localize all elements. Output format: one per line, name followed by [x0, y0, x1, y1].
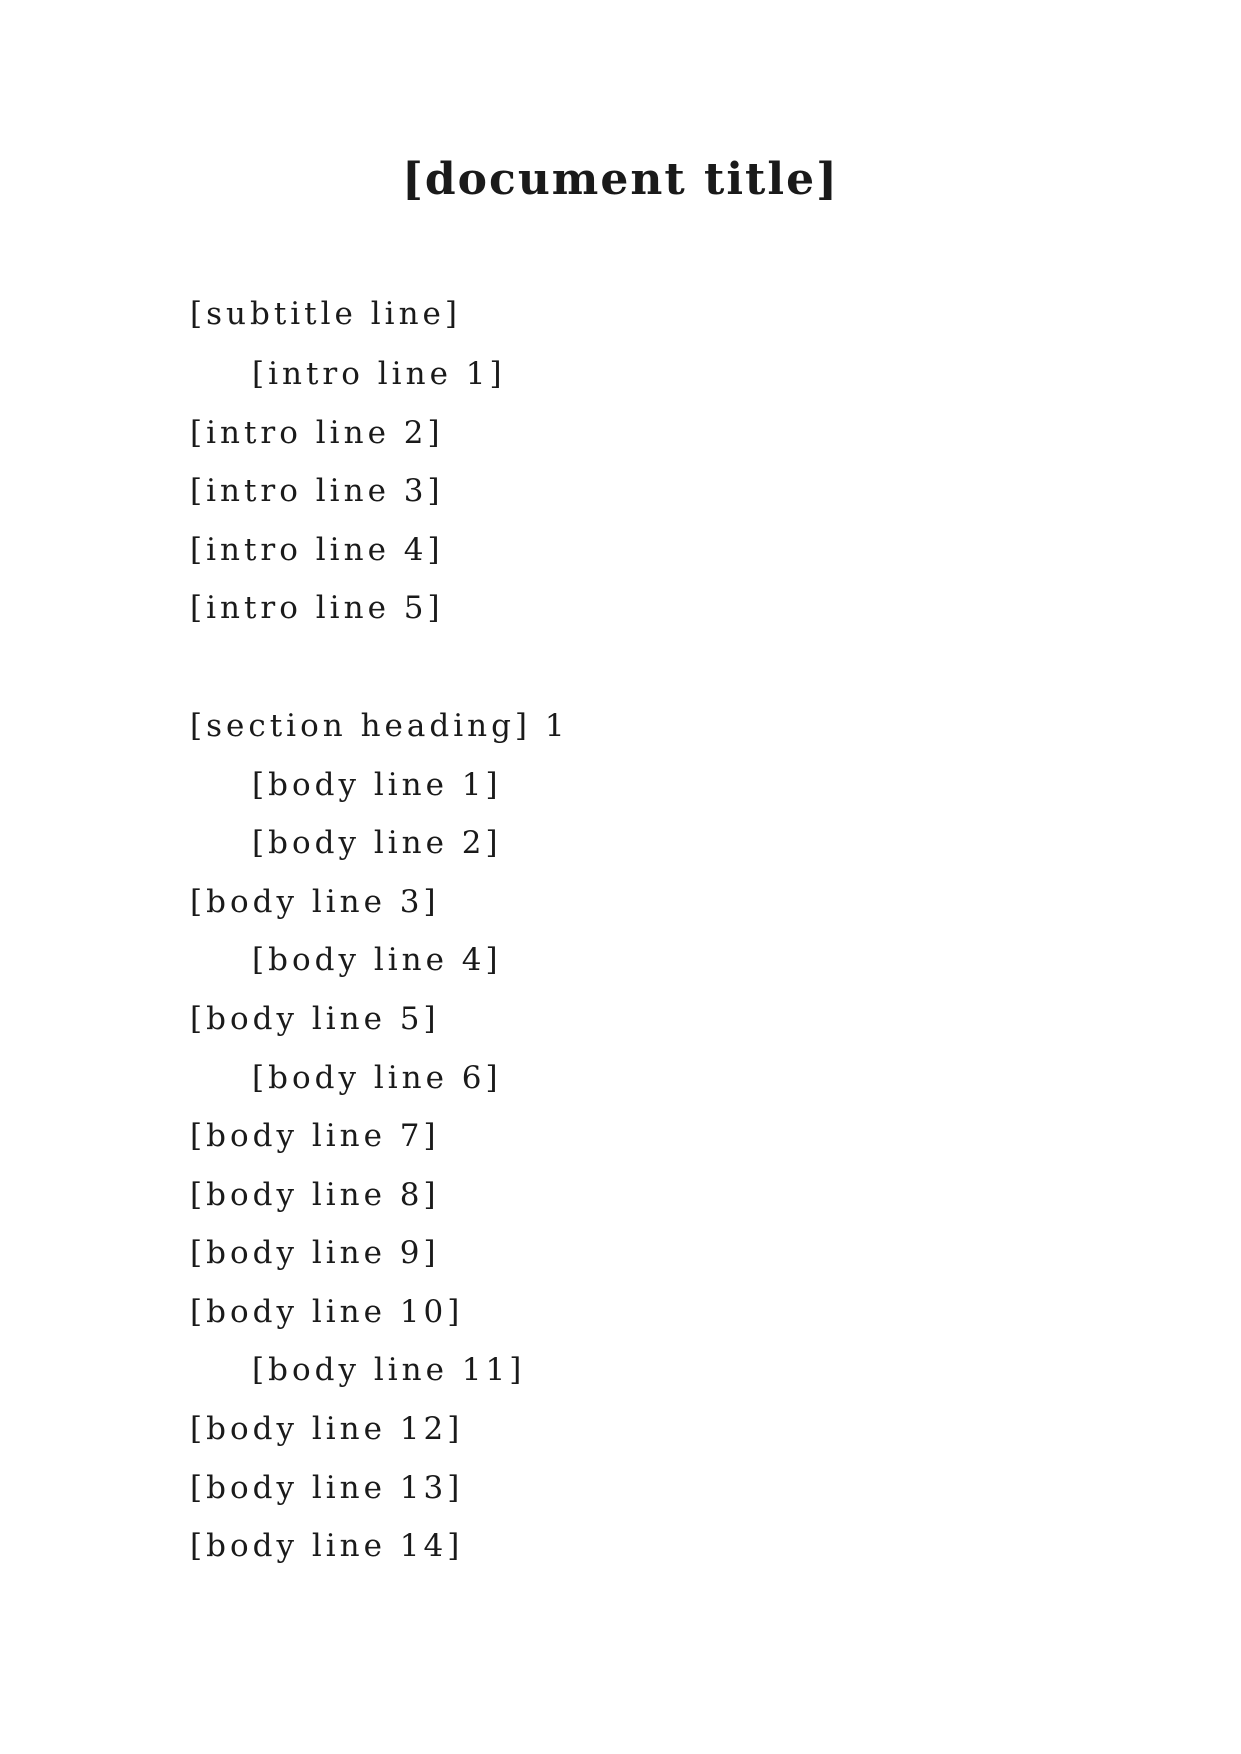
intro-line: [intro line 5] — [190, 591, 444, 625]
body-line: [body line 8] — [190, 1178, 440, 1212]
body-line: [body line 13] — [190, 1471, 464, 1505]
body-line: [body line 1] — [252, 768, 502, 802]
body-line: [body line 3] — [190, 885, 440, 919]
intro-line: [intro line 4] — [190, 533, 444, 567]
body-line: [body line 10] — [190, 1295, 464, 1329]
body-line: [body line 5] — [190, 1002, 440, 1036]
body-line: [body line 7] — [190, 1119, 440, 1153]
body-line: [body line 4] — [252, 943, 502, 977]
document-title: [document title] — [402, 154, 839, 205]
body-line: [body line 6] — [252, 1061, 502, 1095]
body-line: [body line 11] — [252, 1353, 526, 1387]
body-line: [body line 14] — [190, 1529, 464, 1563]
body-line: [body line 9] — [190, 1236, 440, 1270]
body-line: [body line 12] — [190, 1412, 464, 1446]
intro-line: [intro line 2] — [190, 416, 444, 450]
body-line: [body line 2] — [252, 826, 502, 860]
intro-line: [intro line 1] — [252, 357, 506, 391]
intro-line: [intro line 3] — [190, 474, 444, 508]
section-heading: [section heading] 1 — [190, 709, 569, 743]
subtitle: [subtitle line] — [190, 297, 461, 331]
